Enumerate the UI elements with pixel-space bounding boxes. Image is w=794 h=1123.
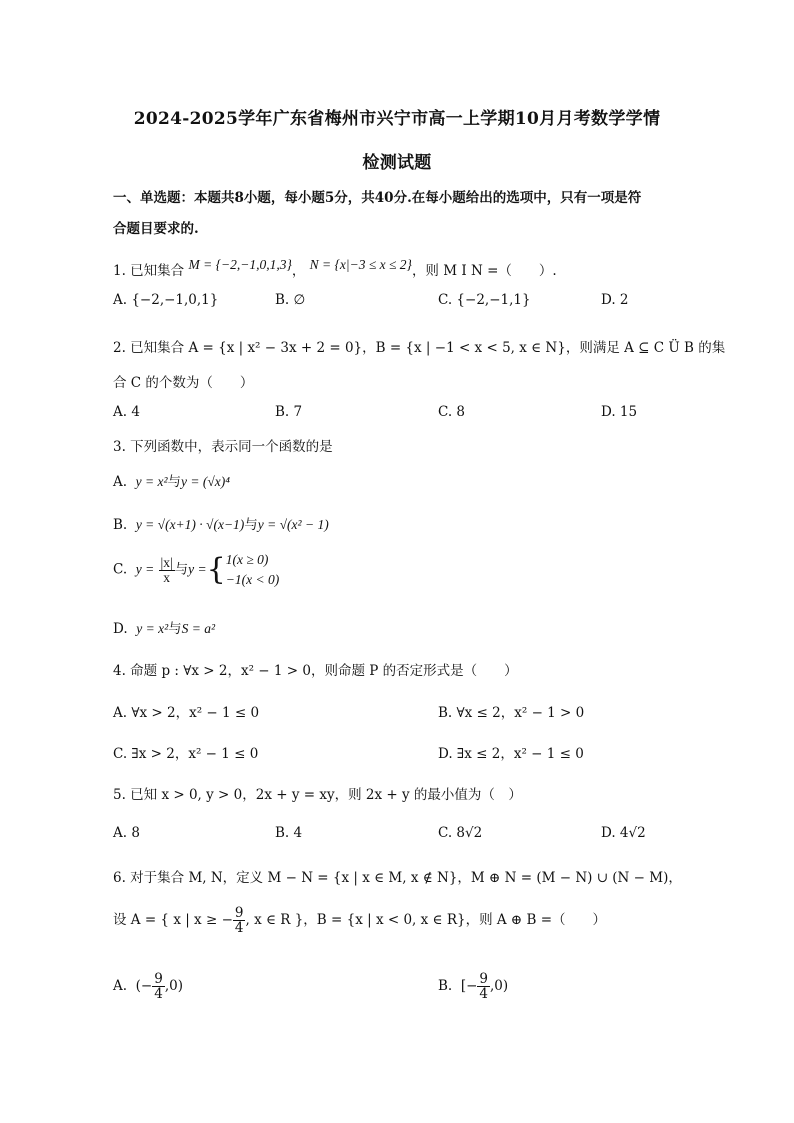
q3-c-label: C. (113, 561, 128, 578)
q3-b-mid: 与 (244, 517, 258, 533)
q5-option-c: C. 8√2 (438, 825, 483, 841)
q5-option-d: D. 4√2 (601, 825, 646, 841)
q3-c-denominator: x (163, 569, 170, 585)
q6-a-frac-den: 4 (154, 986, 163, 1002)
q5-option-b: B. 4 (275, 825, 303, 841)
q6-a-frac-num: 9 (154, 971, 163, 987)
question-6-line2 (113, 906, 606, 935)
q3-c-cases (226, 550, 279, 590)
question-5-stem: 5. 已知 x > 0, y > 0，2x + y = xy，则 2x + y 的最小值为（ ） (113, 787, 522, 803)
q3-b-left: y = √(x+1) · √(x−1) (135, 517, 245, 532)
q3-b-right: y = √(x² − 1) (257, 517, 329, 532)
q2-option-b: B. 7 (275, 404, 303, 420)
question-6-line1: 6. 对于集合 M, N，定义 M − N = {x | x ∈ M, x ∉ N}，M ⊕ N = (M − N) ∪ (N − M)， (113, 870, 682, 886)
q3-d-left: y = x² (136, 621, 169, 636)
q6-b-frac-den: 4 (479, 986, 488, 1002)
q3-b-label: B. (113, 517, 128, 533)
q2-option-d: D. 15 (601, 404, 638, 420)
q1-set-n: N = {x|−3 ≤ x ≤ 2} (309, 257, 412, 272)
q2-option-a: A. 4 (113, 404, 140, 420)
q3-option-c: C. y = $\frac{|x|}{x}$ 与y ={ 1(x ≥ 0) −1(x < 0) (113, 550, 279, 590)
q4-option-b: B. ∀x ≤ 2，x² − 1 > 0 (438, 705, 585, 721)
q6-b-open: [− (460, 978, 478, 994)
q6-line2-pre: 设 A = { x | x ≥ − (113, 912, 233, 928)
q6-line2-post: , x ∈ R }，B = {x | x < 0, x ∈ R}，则 A ⊕ B =（ ） (245, 912, 607, 928)
q6-b-fraction (477, 972, 490, 1001)
q1-option-d: D. 2 (601, 292, 629, 308)
exam-title-line2: 检测试题 (362, 153, 432, 173)
q6-option-b (438, 972, 508, 1001)
question-2-line1: 2. 已知集合 A = {x | x² − 3x + 2 = 0}，B = {x | −1 < x < 5, x ∈ N}，则满足 A ⊆ C Ü B 的集 (113, 340, 726, 356)
q3-a-label: A. (113, 474, 128, 490)
q1-option-a: A. {−2,−1,0,1} (113, 292, 219, 308)
q6-a-close: ,0) (164, 978, 183, 994)
q3-a-mid: 与 (167, 474, 182, 490)
q5-option-a: A. 8 (113, 825, 140, 841)
q6-a-open: (− (135, 978, 153, 994)
question-1-stem (113, 259, 557, 279)
question-2-line2: 合 C 的个数为（ ） (113, 375, 254, 391)
q3-c-numerator: |x| (160, 554, 173, 570)
q3-option-b (113, 513, 329, 533)
q3-d-right: S = a² (181, 621, 216, 636)
q6-b-frac-num: 9 (479, 971, 488, 987)
q1-set-m: M = {−2,−1,0,1,3} (188, 257, 292, 272)
exam-title-line1: 2024-2025学年广东省梅州市兴宁市高一上学期10月月考数学学情 (133, 109, 661, 129)
q1-option-c: C. {−2,−1,1} (438, 292, 531, 308)
question-3-stem: 3. 下列函数中，表示同一个函数的是 (113, 439, 333, 455)
q6-b-label: B. (438, 978, 453, 994)
q4-option-a: A. ∀x > 2，x² − 1 ≤ 0 (113, 705, 260, 721)
q2-option-c: C. 8 (438, 404, 466, 420)
q3-c-case1: 1(x ≥ 0) (225, 552, 269, 567)
q3-c-fraction (159, 556, 175, 585)
q6-frac-num: 9 (234, 905, 244, 921)
q6-a-label: A. (113, 978, 128, 994)
q3-d-label: D. (113, 621, 128, 637)
q3-c-mid: 与 (174, 561, 189, 578)
q1-prefix: 1. 已知集合 (113, 263, 185, 279)
q6-option-a (113, 972, 183, 1001)
q1-option-b: B. ∅ (275, 292, 306, 308)
q3-option-d (113, 617, 215, 637)
q6-a-fraction (152, 972, 165, 1001)
q1-sep: ， (291, 263, 306, 279)
q3-d-mid: 与 (168, 621, 182, 637)
section-heading-line1: 一、单选题：本题共8小题，每小题5分，共40分.在每小题给出的选项中，只有一项是符 (113, 190, 642, 206)
q6-b-close: ,0) (490, 978, 509, 994)
q3-c-case2: −1(x < 0) (225, 572, 280, 587)
q3-a-left: y = x² (135, 474, 168, 489)
q1-suffix: ，则 M I N =（ ）. (411, 263, 557, 279)
q6-frac-den: 4 (234, 920, 244, 936)
q4-option-d: D. ∃x ≤ 2，x² − 1 ≤ 0 (438, 746, 584, 762)
q4-option-c: C. ∃x > 2，x² − 1 ≤ 0 (113, 746, 259, 762)
question-4-stem: 4. 命题 p : ∀x > 2，x² − 1 > 0，则命题 P 的否定形式是（ ） (113, 663, 518, 679)
section-heading-line2: 合题目要求的. (113, 221, 199, 237)
q6-fraction (233, 906, 246, 935)
q3-a-right: y = (√x)⁴ (181, 474, 230, 489)
q3-option-a (113, 470, 230, 490)
